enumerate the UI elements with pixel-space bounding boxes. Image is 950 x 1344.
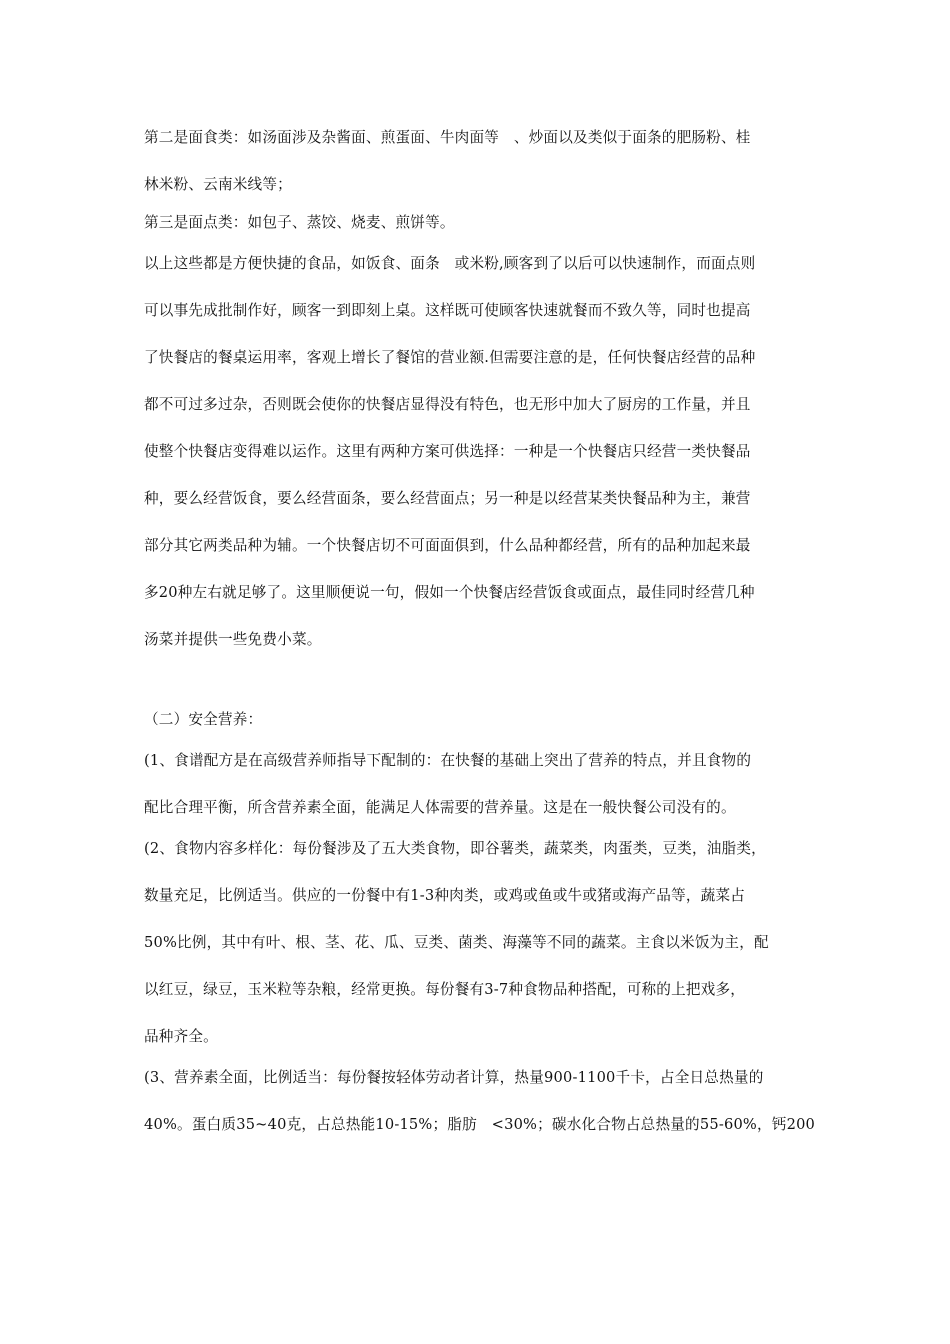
text-line: 第二是面食类：如汤面涉及杂酱面、煎蛋面、牛肉面等 、炒面以及类似于面条的肥肠粉、桂	[144, 129, 751, 146]
text-line: 以上这些都是方便快捷的食品，如饭食、面条 或米粉,顾客到了以后可以快速制作，而面点则	[144, 255, 756, 272]
text-line: 了快餐店的餐桌运用率，客观上增长了餐馆的营业额.但需要注意的是，任何快餐店经营的品种	[144, 349, 756, 366]
text-line: 林米粉、云南米线等；	[144, 176, 292, 193]
text-line: 多20种左右就足够了。这里顺便说一句，假如一个快餐店经营饭食或面点，最佳同时经营几种	[144, 584, 755, 601]
text-line: 可以事先成批制作好，顾客一到即刻上桌。这样既可使顾客快速就餐而不致久等，同时也提高	[144, 302, 751, 319]
section-heading: （二）安全营养：	[144, 711, 263, 728]
text-line: 配比合理平衡，所含营养素全面，能满足人体需要的营养量。这是在一般快餐公司没有的。	[144, 799, 736, 816]
text-line: 汤菜并提供一些免费小菜。	[144, 631, 322, 648]
text-line: 部分其它两类品种为辅。一个快餐店切不可面面俱到，什么品种都经营，所有的品种加起来最	[144, 537, 751, 554]
text-line: 品种齐全。	[144, 1028, 218, 1045]
text-line: 40%。蛋白质35~40克，占总热能10-15%；脂肪 <30%；碳水化合物占总热量的55-60%，钙200	[144, 1116, 816, 1133]
text-line: 都不可过多过杂，否则既会使你的快餐店显得没有特色，也无形中加大了厨房的工作量，并且	[144, 396, 751, 413]
text-line: 第三是面点类：如包子、蒸饺、烧麦、煎饼等。	[144, 214, 455, 231]
text-line: 种，要么经营饭食，要么经营面条，要么经营面点；另一种是以经营某类快餐品种为主，兼营	[144, 490, 751, 507]
text-line: 50%比例，其中有叶、根、茎、花、瓜、豆类、菌类、海藻等不同的蔬菜。主食以米饭为主，配	[144, 934, 769, 951]
text-line: 数量充足，比例适当。供应的一份餐中有1-3种肉类，或鸡或鱼或牛或猪或海产品等，蔬菜占	[144, 887, 746, 904]
text-line: (1、食谱配方是在高级营养师指导下配制的：在快餐的基础上突出了营养的特点，并且食物的	[144, 752, 752, 769]
text-line: (2、食物内容多样化：每份餐涉及了五大类食物，即谷薯类，蔬菜类，肉蛋类，豆类，油脂类，	[144, 840, 766, 857]
text-line: 以红豆，绿豆，玉米粒等杂粮，经常更换。每份餐有3-7种食物品种搭配，可称的上把戏多，	[144, 981, 746, 998]
text-line: (3、营养素全面，比例适当：每份餐按轻体劳动者计算，热量900-1100千卡，占全日总热量的	[144, 1069, 764, 1086]
text-line: 使整个快餐店变得难以运作。这里有两种方案可供选择：一种是一个快餐店只经营一类快餐品	[144, 443, 751, 460]
